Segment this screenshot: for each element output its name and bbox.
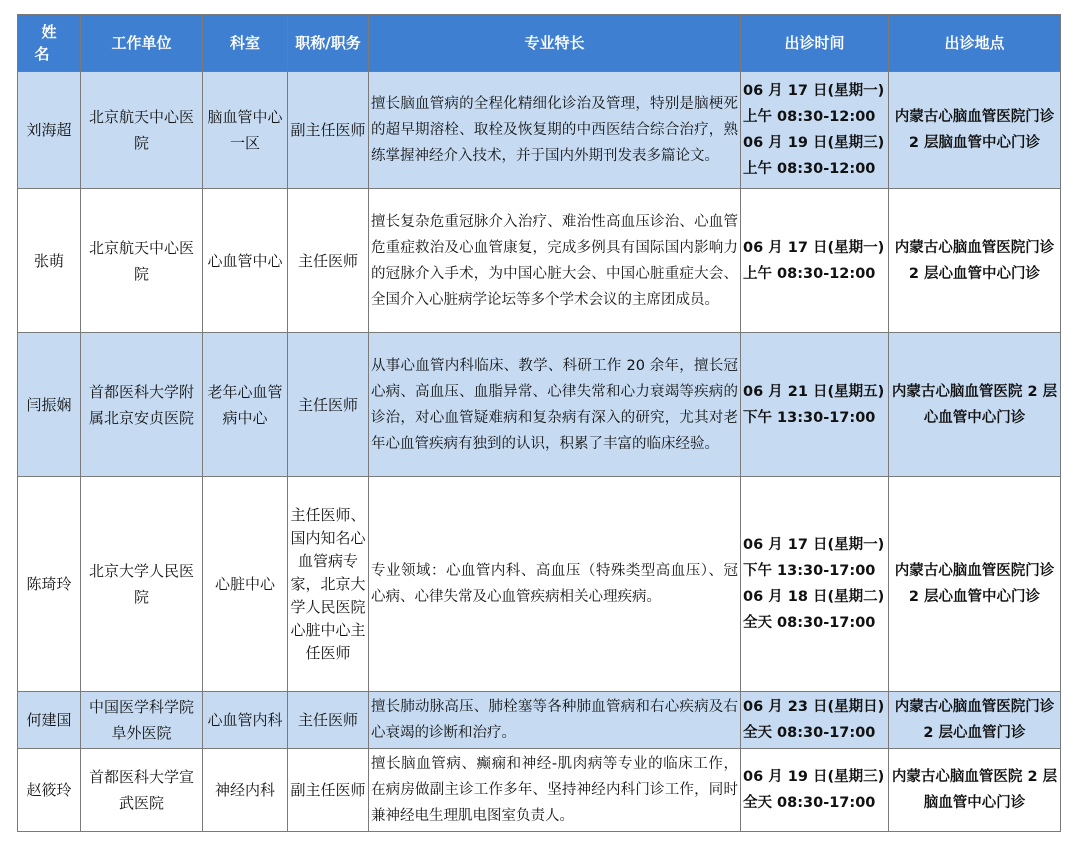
time-line: 全天 08:30-17:00 xyxy=(743,615,876,631)
department: 心血管内科 xyxy=(203,692,288,749)
time-line: 上午 08:30-12:00 xyxy=(743,109,876,125)
work-unit: 中国医学科学院阜外医院 xyxy=(81,692,203,749)
doctor-name: 闫振娴 xyxy=(18,333,81,477)
work-unit: 北京航天中心医院 xyxy=(81,189,203,333)
work-unit: 北京大学人民医院 xyxy=(81,477,203,692)
work-unit: 首都医科大学宣武医院 xyxy=(81,749,203,832)
department: 老年心血管病中心 xyxy=(203,333,288,477)
department: 脑血管中心一区 xyxy=(203,72,288,189)
time-line: 06 月 18 日(星期二) xyxy=(743,589,885,605)
specialty: 专业领域：心血管内科、高血压（特殊类型高血压）、冠心病、心律失常及心血管疾病相关心理疾病。 xyxy=(369,477,741,692)
time-line: 上午 08:30-12:00 xyxy=(743,161,876,177)
header-place: 出诊地点 xyxy=(889,15,1061,72)
time-line: 06 月 17 日(星期一) xyxy=(743,83,885,99)
clinic-schedule-table xyxy=(17,14,1061,832)
time-line: 下午 13:30-17:00 xyxy=(743,409,876,426)
table-row xyxy=(18,333,1061,477)
doctor-name: 刘海超 xyxy=(18,72,81,189)
job-title: 副主任医师 xyxy=(288,72,369,189)
clinic-time xyxy=(741,333,889,477)
doctor-name: 陈琦玲 xyxy=(18,477,81,692)
job-title: 主任医师、国内知名心血管病专家，北京大学人民医院心脏中心主任医师 xyxy=(288,477,369,692)
time-line: 06 月 17 日(星期一) xyxy=(743,537,885,553)
header-dept: 科室 xyxy=(203,15,288,72)
table-header-row xyxy=(18,15,1061,72)
clinic-time xyxy=(741,189,889,333)
clinic-place: 内蒙古心脑血管医院门诊 2 层脑血管中心门诊 xyxy=(889,72,1061,189)
specialty: 擅长肺动脉高压、肺栓塞等各种肺血管病和右心疾病及右心衰竭的诊断和治疗。 xyxy=(369,692,741,749)
table-row xyxy=(18,477,1061,692)
work-unit: 北京航天中心医院 xyxy=(81,72,203,189)
time-line: 下午 13:30-17:00 xyxy=(743,563,876,579)
specialty: 从事心血管内科临床、教学、科研工作 20 余年，擅长冠心病、高血压、血脂异常、心律失常和心力衰竭等疾病的诊治，对心血管疑难病和复杂病有深入的研究，尤其对老年心血管疾病有独到的认识，积累了丰富的临床经验。 xyxy=(369,333,741,477)
department: 神经内科 xyxy=(203,749,288,832)
clinic-place: 内蒙古心脑血管医院 2 层脑血管中心门诊 xyxy=(889,749,1061,832)
clinic-place: 内蒙古心脑血管医院门诊 2 层心血管中心门诊 xyxy=(889,477,1061,692)
time-line: 06 月 21 日(星期五) xyxy=(743,383,885,400)
table-row xyxy=(18,692,1061,749)
specialty: 擅长脑血管病的全程化精细化诊治及管理，特别是脑梗死的超早期溶栓、取栓及恢复期的中西医结合综合治疗，熟练掌握神经介入技术，并于国内外期刊发表多篇论文。 xyxy=(369,72,741,189)
table-row xyxy=(18,749,1061,832)
table-row xyxy=(18,189,1061,333)
doctor-name: 何建国 xyxy=(18,692,81,749)
work-unit: 首都医科大学附属北京安贞医院 xyxy=(81,333,203,477)
department: 心血管中心 xyxy=(203,189,288,333)
header-name: 姓名 xyxy=(18,15,81,72)
header-title: 职称/职务 xyxy=(288,15,369,72)
job-title: 副主任医师 xyxy=(288,749,369,832)
clinic-time xyxy=(741,692,889,749)
time-line: 全天 08:30-17:00 xyxy=(743,795,876,811)
clinic-time xyxy=(741,749,889,832)
doctor-name: 张萌 xyxy=(18,189,81,333)
specialty: 擅长脑血管病、癫痫和神经-肌肉病等专业的临床工作，在病房做副主诊工作多年、坚持神经内科门诊工作，同时兼神经电生理肌电图室负责人。 xyxy=(369,749,741,832)
header-time: 出诊时间 xyxy=(741,15,889,72)
time-line: 全天 08:30-17:00 xyxy=(743,725,876,741)
doctor-name: 赵筱玲 xyxy=(18,749,81,832)
time-line: 上午 08:30-12:00 xyxy=(743,265,876,282)
clinic-place: 内蒙古心脑血管医院门诊 2 层心血管中心门诊 xyxy=(889,189,1061,333)
job-title: 主任医师 xyxy=(288,333,369,477)
specialty: 擅长复杂危重冠脉介入治疗、难治性高血压诊治、心血管危重症救治及心血管康复，完成多例具有国际国内影响力的冠脉介入手术，为中国心脏大会、中国心脏重症大会、全国介入心脏病学论坛等多个学术会议的主席团成员。 xyxy=(369,189,741,333)
header-specialty: 专业特长 xyxy=(369,15,741,72)
time-line: 06 月 19 日(星期三) xyxy=(743,769,885,785)
clinic-time xyxy=(741,72,889,189)
job-title: 主任医师 xyxy=(288,189,369,333)
time-line: 06 月 19 日(星期三) xyxy=(743,135,885,151)
job-title: 主任医师 xyxy=(288,692,369,749)
time-line: 06 月 23 日(星期日) xyxy=(743,699,885,715)
clinic-place: 内蒙古心脑血管医院 2 层心血管中心门诊 xyxy=(889,333,1061,477)
clinic-place: 内蒙古心脑血管医院门诊 2 层心血管门诊 xyxy=(889,692,1061,749)
department: 心脏中心 xyxy=(203,477,288,692)
table-row xyxy=(18,72,1061,189)
time-line: 06 月 17 日(星期一) xyxy=(743,239,885,256)
header-unit: 工作单位 xyxy=(81,15,203,72)
clinic-time xyxy=(741,477,889,692)
